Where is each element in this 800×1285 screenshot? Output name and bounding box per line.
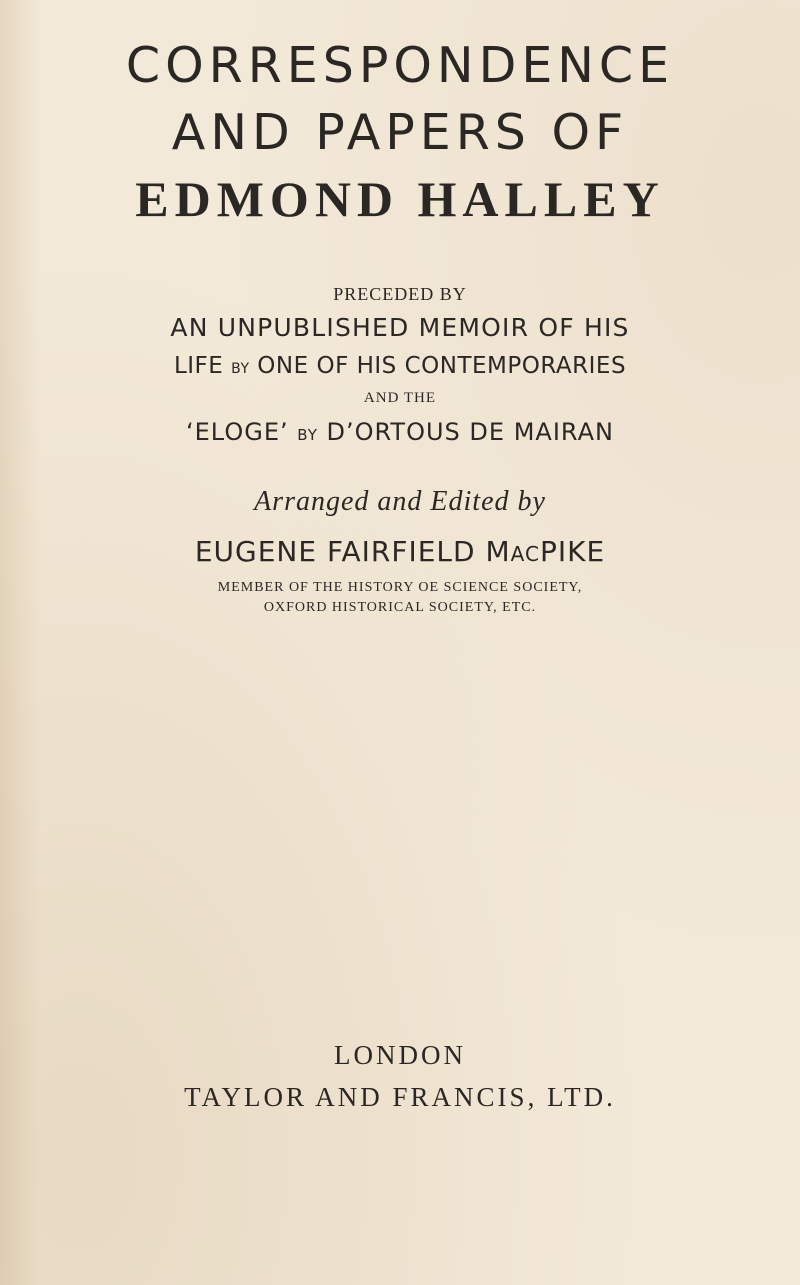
imprint-publisher: TAYLOR AND FRANCIS, LTD. bbox=[184, 1082, 616, 1112]
eloge-title-text: ‘ELOGE’ bbox=[186, 418, 298, 446]
arranged-edited-text: Arranged and Edited by bbox=[254, 486, 546, 517]
title-line-2: AND PAPERS OF bbox=[171, 104, 629, 161]
eloge-by-text: BY bbox=[297, 426, 318, 444]
by-text: BY bbox=[231, 361, 250, 377]
contemporaries-text bbox=[0, 353, 800, 379]
preceded-by-text: PRECEDED BY bbox=[333, 284, 467, 304]
and-the-text: AND THE bbox=[363, 390, 437, 406]
contemporaries-rest-text: ONE OF HIS CONTEMPORARIES bbox=[249, 353, 627, 379]
imprint-city: LONDON bbox=[334, 1040, 466, 1070]
eloge-author-text: D’ORTOUS DE MAIRAN bbox=[317, 418, 614, 446]
editor-name-small-caps: AC bbox=[510, 542, 540, 566]
eloge-text bbox=[0, 418, 800, 446]
life-text: LIFE bbox=[173, 353, 232, 379]
editor-affiliation-2: OXFORD HISTORICAL SOCIETY, ETC. bbox=[263, 600, 537, 615]
title-line-1: CORRESPONDENCE bbox=[125, 37, 675, 94]
editor-affiliation-1: MEMBER OF THE HISTORY OE SCIENCE SOCIETY, bbox=[217, 580, 583, 595]
editor-name-part-1: EUGENE FAIRFIELD M bbox=[194, 535, 511, 568]
editor-name bbox=[0, 535, 800, 568]
editor-name-part-2: PIKE bbox=[539, 535, 606, 568]
title-line-3: EDMOND HALLEY bbox=[135, 171, 665, 227]
memoir-text: AN UNPUBLISHED MEMOIR OF HIS bbox=[170, 313, 630, 342]
